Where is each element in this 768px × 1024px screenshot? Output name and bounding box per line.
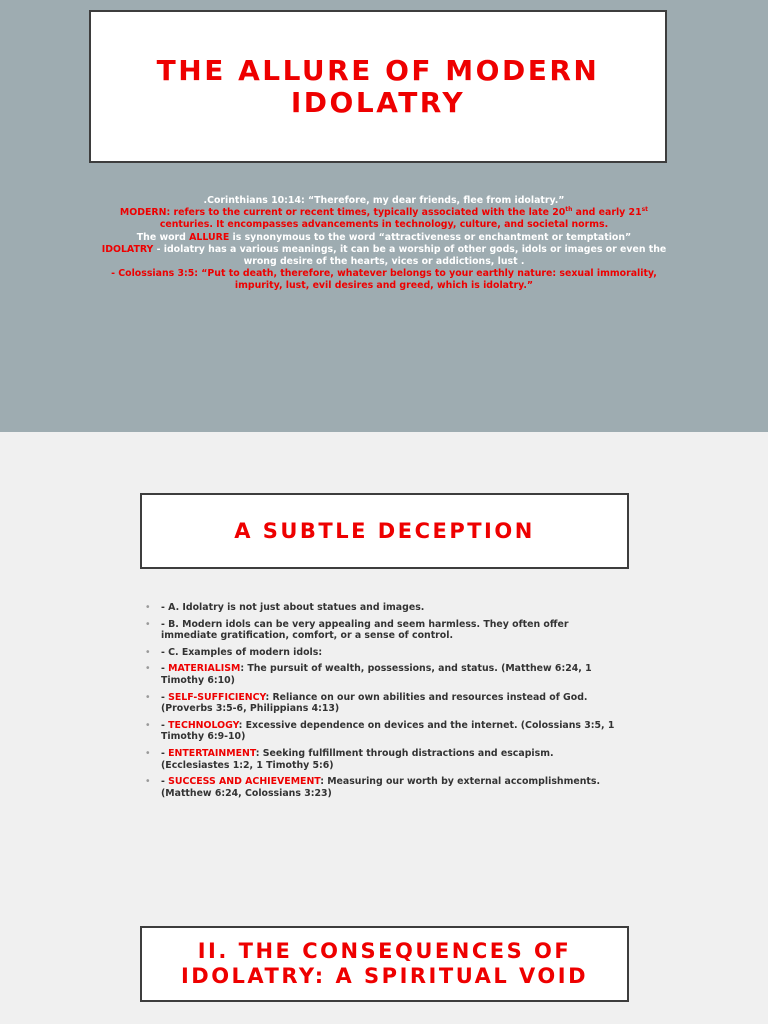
modern-definition-a: MODERN: refers to the current or recent times, typically associated with the late 20	[119, 207, 566, 219]
bullet-text-post: : Measuring our worth by external accomplishments. (Matthew 6:24, Colossians 3:23)	[161, 776, 601, 799]
modern-definition	[100, 207, 668, 231]
bullet-text: - C. Examples of modern idols:	[161, 646, 323, 658]
bullet-text: -	[161, 663, 169, 675]
modern-definition-c: centuries. It encompasses advancements in technology, culture, and societal norms.	[159, 219, 609, 231]
bullet-item	[145, 776, 615, 799]
idolatry-definition	[100, 244, 668, 268]
bullet-highlight: MATERIALISM	[168, 663, 241, 675]
slide-3-title	[181, 939, 588, 989]
slide-2-title: A SUBTLE DECEPTION	[234, 519, 535, 543]
allure-word: ALLURE	[189, 231, 230, 243]
bullet-dot: •	[145, 747, 151, 759]
bullet-text: -	[161, 747, 169, 759]
verse-intro: .Corinthians 10:14: “Therefore, my dear friends, flee from idolatry.”	[203, 195, 565, 206]
bullet-text-post: : Reliance on our own abilities and resources instead of God. (Proverbs 3:5-6, Philippians 4:13)	[161, 691, 588, 715]
allure-pre: The word	[136, 231, 190, 243]
bullet-item	[145, 647, 615, 659]
bullet-dot: •	[145, 663, 151, 675]
slide-1-title-line-1: THE ALLURE OF MODERN	[156, 53, 600, 87]
slide-2	[0, 432, 768, 892]
bullet-item	[145, 720, 615, 743]
bullet-text: - B. Modern idols can be very appealing and seem harmless. They often offer immediate gratification, comfort, or a sense of control.	[161, 618, 569, 642]
slide-1-body	[100, 195, 668, 293]
bullet-text: -	[161, 691, 169, 703]
bullet-item	[145, 692, 615, 715]
slide-1-title-box	[89, 10, 667, 163]
modern-sup-st: st	[641, 206, 649, 214]
bullet-text-post: : The pursuit of wealth, possessions, and status. (Matthew 6:24, 1 Timothy 6:10)	[161, 663, 592, 686]
slide-1-title	[157, 55, 600, 119]
bullet-text: -	[161, 719, 169, 731]
bullet-highlight: SUCCESS AND ACHIEVEMENT	[168, 776, 321, 788]
bullet-dot: •	[145, 646, 151, 658]
bullet-highlight: TECHNOLOGY	[168, 719, 239, 731]
bullet-item	[145, 748, 615, 771]
bullet-dot: •	[145, 776, 151, 788]
colossians-verse: - Colossians 3:5: “Put to death, therefore, whatever belongs to your earthly nature: sexual immorality, impurity, lust, evil desires and greed, which is idolatry.”	[111, 268, 657, 292]
bullet-text-post: : Excessive dependence on devices and the internet. (Colossians 3:5, 1 Timothy 6:9-10)	[161, 719, 615, 743]
bullet-highlight: SELF-SUFFICIENCY	[168, 691, 266, 703]
allure-definition	[100, 232, 668, 244]
bullet-text-post: : Seeking fulfillment through distractions and escapism. (Ecclesiastes 1:2, 1 Timothy 5:6)	[161, 747, 554, 771]
bullet-item	[145, 663, 615, 686]
idolatry-word: IDOLATRY	[101, 243, 154, 255]
bullet-item	[145, 602, 615, 614]
bullet-dot: •	[145, 691, 151, 703]
bullet-dot: •	[145, 719, 151, 731]
slide-3-title-box	[140, 926, 629, 1002]
bullet-text: - A. Idolatry is not just about statues and images.	[161, 602, 425, 613]
bullet-dot: •	[145, 618, 151, 630]
slide-1	[0, 0, 768, 432]
bullet-item	[145, 619, 615, 642]
bullet-highlight: ENTERTAINMENT	[168, 747, 256, 759]
allure-post: is synonymous to the word “attractiveness or enchantment or temptation”	[229, 231, 632, 243]
modern-sup-th: th	[565, 206, 573, 214]
bullet-text: -	[161, 776, 169, 788]
slide-3-title-line-2: IDOLATRY: A SPIRITUAL VOID	[180, 964, 589, 988]
slide-2-title-box	[140, 493, 629, 569]
modern-definition-b: and early 21	[572, 207, 642, 219]
bullet-list	[145, 602, 615, 804]
idolatry-def-text: - idolatry has a various meanings, it can be a worship of other gods, idols or images or even the wrong desire of the hearts, vices or addictions, lust .	[153, 243, 667, 268]
slide-3-title-line-1: II. THE CONSEQUENCES OF	[197, 939, 572, 963]
slide-1-title-line-2: IDOLATRY	[290, 85, 466, 119]
bullet-dot: •	[145, 602, 151, 613]
